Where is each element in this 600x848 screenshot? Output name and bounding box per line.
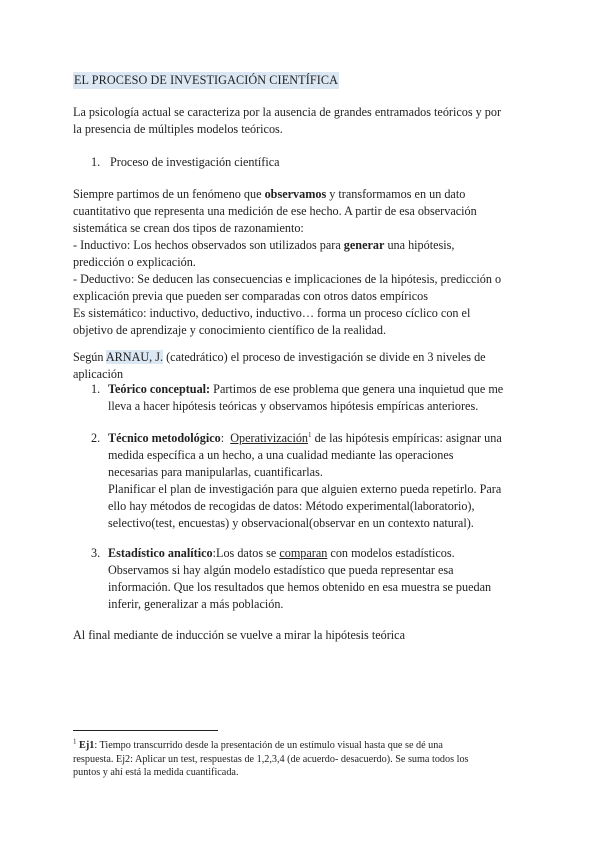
- text-line: ello hay métodos de recogidas de datos: Método experimental(laboratorio),: [108, 499, 475, 513]
- levels-intro-paragraph: [73, 349, 533, 383]
- text-line: [73, 739, 528, 753]
- section-heading: [91, 154, 551, 171]
- list-item-theoretical: [91, 381, 527, 415]
- text-run: - Inductivo: Los hechos observados son utilizados para: [73, 238, 344, 252]
- text-line: La psicología actual se caracteriza por la ausencia de grandes entramados teóricos y por: [73, 105, 502, 119]
- closing-paragraph: Al final mediante de inducción se vuelve a mirar la hipótesis teórica: [73, 628, 405, 642]
- text-run: :: [220, 431, 231, 445]
- footnote-separator: [73, 730, 218, 731]
- underlined-term: comparan: [279, 546, 328, 560]
- list-number: 1.: [91, 382, 101, 396]
- text-line: [108, 545, 527, 562]
- text-line: predicción o explicación.: [73, 255, 196, 269]
- text-line: puntos y ahí está la medida cuantificada.: [73, 767, 239, 778]
- section-label: Proceso de investigación científica: [110, 155, 280, 169]
- text-line: [73, 349, 533, 366]
- author-highlight: ARNAU, J.: [105, 350, 164, 364]
- list-number: 2.: [91, 431, 101, 445]
- page-title: EL PROCESO DE INVESTIGACIÓN CIENTÍFICA: [74, 73, 339, 87]
- text-line: Observamos si hay algún modelo estadístico que pueda representar esa: [108, 563, 454, 577]
- text-run: Partimos de ese problema que genera una inquietud que me: [210, 382, 504, 396]
- text-line: información. Que los resultados que hemos obtenido en esa muestra se puedan: [108, 580, 492, 594]
- text-run: (catedrático) el proceso de investigación se divide en 3 niveles de: [163, 350, 486, 364]
- level-heading: Técnico metodológico: [108, 431, 221, 445]
- text-run: una hipótesis,: [384, 238, 455, 252]
- level-heading: Teórico conceptual:: [108, 382, 211, 396]
- text-run: :Los datos se: [212, 546, 280, 560]
- reasoning-paragraph: [73, 186, 533, 339]
- level-heading: Estadístico analítico: [108, 546, 213, 560]
- footnote-label: Ej1: [76, 740, 95, 751]
- text-line: [73, 186, 533, 203]
- bold-term: generar: [343, 238, 385, 252]
- text-line: Es sistemático: inductivo, deductivo, inductivo… forma un proceso cíclico con el: [73, 306, 471, 320]
- text-line: sistemática se crean dos tipos de razonamiento:: [73, 221, 304, 235]
- footnote-reference[interactable]: 1: [308, 430, 312, 439]
- text-line: medida específica a un hecho, a una cualidad mediante las operaciones: [108, 448, 454, 462]
- footnote: [73, 739, 528, 780]
- text-line: aplicación: [73, 367, 124, 381]
- text-run: de las hipótesis empíricas: asignar una: [311, 431, 502, 445]
- section-number: 1.: [91, 155, 101, 169]
- text-line: [108, 381, 527, 398]
- text-run: : Tiempo transcurrido desde la presentación de un estímulo visual hasta que se dé una: [94, 740, 443, 751]
- text-run: con modelos estadísticos.: [327, 546, 455, 560]
- text-line: la presencia de múltiples modelos teóricos.: [73, 122, 283, 136]
- text-line: - Deductivo: Se deducen las consecuencias e implicaciones de la hipótesis, predicción o: [73, 272, 502, 286]
- text-line: [108, 430, 527, 447]
- footnote-mark: 1: [73, 737, 77, 746]
- list-number: 3.: [91, 546, 101, 560]
- text-line: explicación previa que pueden ser comparadas con otros datos empíricos: [73, 289, 429, 303]
- text-line: cuantitativo que representa una medición de ese hecho. A partir de esa observación: [73, 204, 477, 218]
- text-line: inferir, generalizar a más población.: [108, 597, 284, 611]
- list-item-methodological: [91, 430, 527, 532]
- text-run: Según: [73, 350, 106, 364]
- text-line: objetivo de aprendizaje y conocimiento científico de la realidad.: [73, 323, 387, 337]
- text-run: Siempre partimos de un fenómeno que: [73, 187, 265, 201]
- text-line: [73, 237, 533, 254]
- bold-term: observamos: [264, 187, 327, 201]
- list-item-body: [108, 381, 527, 415]
- text-line: respuesta. Ej2: Aplicar un test, respuestas de 1,2,3,4 (de acuerdo- desacuerdo). Se suma todos los: [73, 753, 469, 765]
- text-line: selectivo(test, encuestas) y observacional(observar en un contexto natural).: [108, 516, 474, 530]
- list-item-statistical: [91, 545, 527, 613]
- text-line: Planificar el plan de investigación para que alguien externo pueda repetirlo. Para: [108, 482, 502, 496]
- list-item-body: [108, 430, 527, 532]
- text-line: necesarias para manipularlas, cuantificarlas.: [108, 465, 323, 479]
- text-line: lleva a hacer hipótesis teóricas y observamos hipótesis empíricas anteriores.: [108, 399, 479, 413]
- text-run: y transformamos en un dato: [326, 187, 466, 201]
- list-item-body: [108, 545, 527, 613]
- intro-paragraph: [73, 104, 533, 138]
- underlined-term: Operativización: [230, 431, 309, 445]
